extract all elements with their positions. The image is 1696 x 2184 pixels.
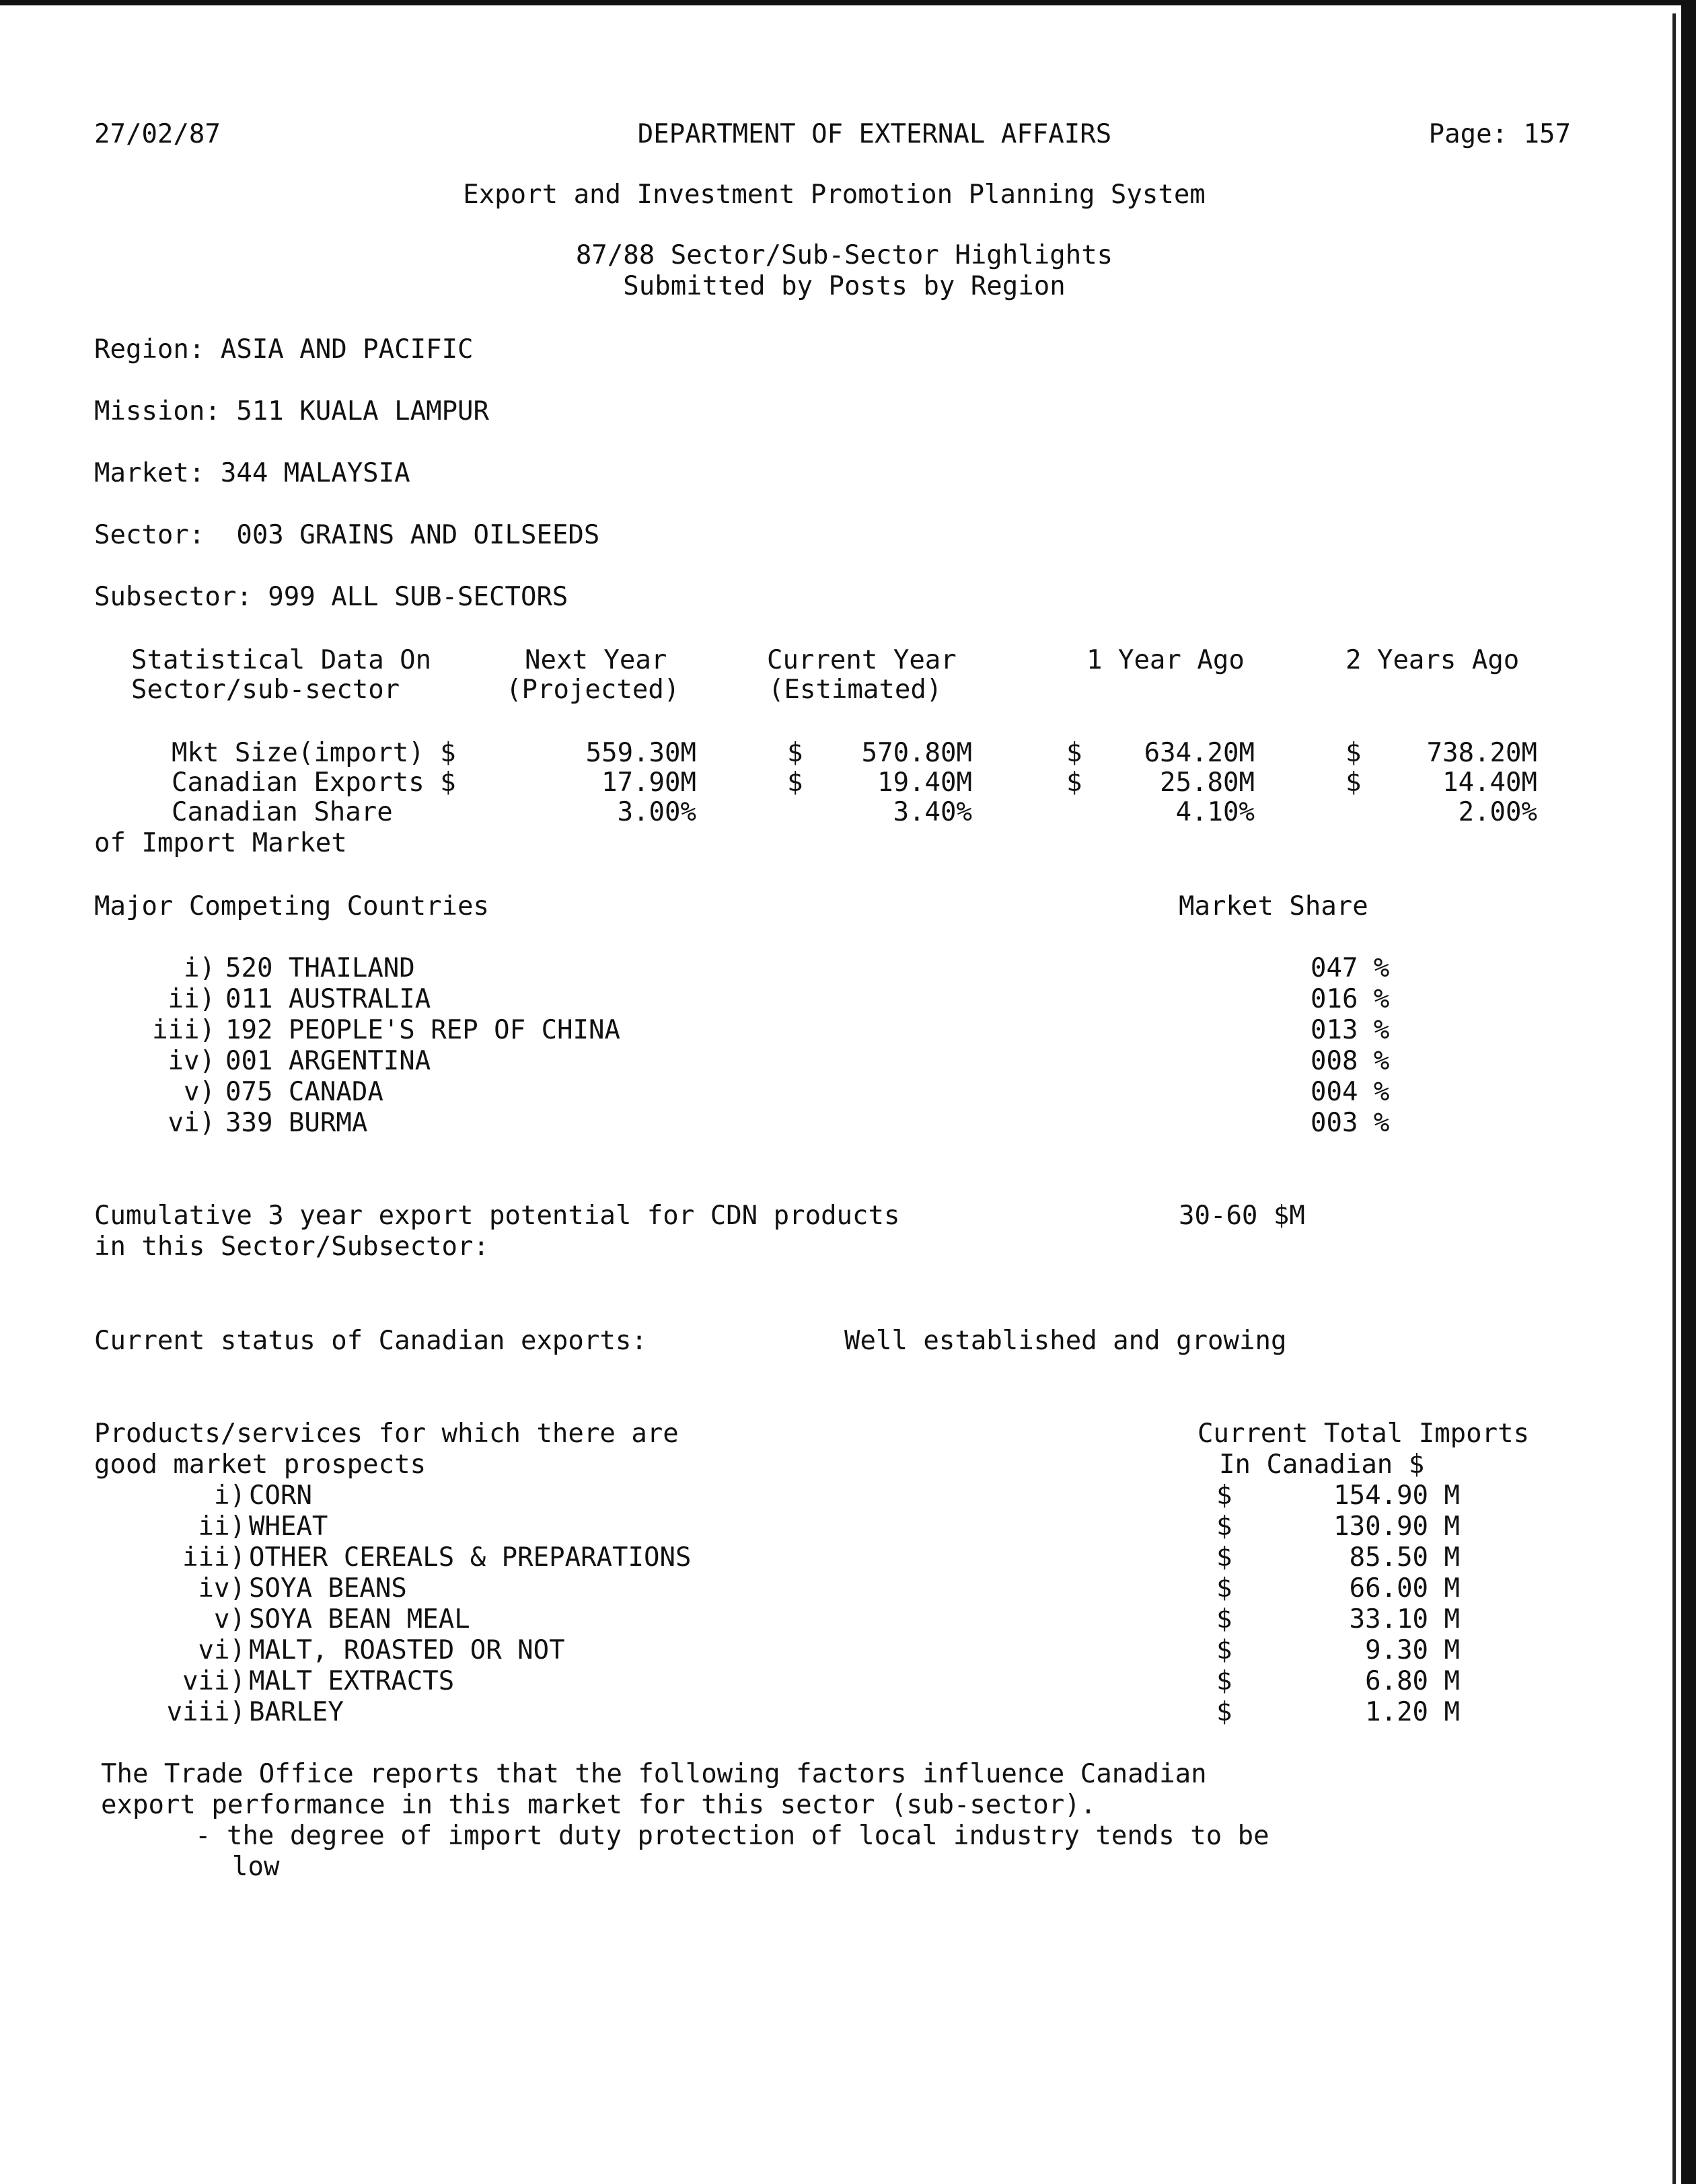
stats-cell: 2.00% xyxy=(1458,797,1537,827)
competitor-num: iii) xyxy=(152,1015,215,1045)
status-label: Current status of Canadian exports: xyxy=(94,1326,647,1356)
col-2-years-ago: 2 Years Ago xyxy=(1345,645,1520,675)
stats-cell: 570.80M xyxy=(861,738,972,768)
product-amount: 130.90 M xyxy=(1333,1511,1460,1542)
competitor-share: 047 % xyxy=(1311,953,1390,983)
col-next-year: Next Year xyxy=(525,645,667,675)
competitor-num: ii) xyxy=(168,984,215,1014)
product-name: SOYA BEANS xyxy=(249,1573,407,1604)
stats-cell: 14.40M xyxy=(1442,767,1537,798)
competitor-name: 339 BURMA xyxy=(225,1108,368,1138)
competitor-share: 016 % xyxy=(1311,984,1390,1014)
potential-value: 30-60 $M xyxy=(1179,1201,1305,1231)
stats-row-label: Mkt Size(import) $ xyxy=(172,738,456,768)
field-label: Subsector: xyxy=(94,582,252,612)
product-amount: 1.20 M xyxy=(1365,1697,1460,1727)
product-name: WHEAT xyxy=(249,1511,328,1542)
status-value: Well established and growing xyxy=(844,1326,1287,1356)
col-current-year: Current Year xyxy=(767,645,957,675)
currency-sign: $ xyxy=(1345,767,1362,798)
potential-line2: in this Sector/Subsector: xyxy=(94,1232,489,1262)
product-name: BARLEY xyxy=(249,1697,344,1727)
factors-line2: export performance in this market for this sector (sub-sector). xyxy=(101,1790,1097,1820)
field-label: Sector: xyxy=(94,520,205,550)
stats-cell: 3.40% xyxy=(893,797,972,827)
stats-row-label: Canadian Share xyxy=(172,797,393,827)
currency-sign: $ xyxy=(1216,1511,1232,1542)
market-share-header: Market Share xyxy=(1179,891,1368,921)
factors-line1: The Trade Office reports that the following factors influence Canadian xyxy=(101,1759,1207,1789)
competitors-title: Major Competing Countries xyxy=(94,891,489,921)
product-name: MALT, ROASTED OR NOT xyxy=(249,1635,565,1665)
product-amount: 85.50 M xyxy=(1349,1542,1460,1573)
competitor-name: 192 PEOPLE'S REP OF CHINA xyxy=(225,1015,620,1045)
product-amount: 33.10 M xyxy=(1349,1604,1460,1634)
stats-cell: 19.40M xyxy=(877,767,972,798)
competitor-num: i) xyxy=(184,953,215,983)
currency-sign: $ xyxy=(1066,738,1082,768)
competitor-name: 011 AUSTRALIA xyxy=(225,984,431,1014)
product-name: MALT EXTRACTS xyxy=(249,1666,455,1696)
stats-cell: 4.10% xyxy=(1175,797,1255,827)
product-amount: 154.90 M xyxy=(1333,1480,1460,1511)
competitor-name: 075 CANADA xyxy=(225,1077,383,1107)
currency-sign: $ xyxy=(1216,1666,1232,1696)
currency-sign: $ xyxy=(1216,1542,1232,1573)
currency-sign: $ xyxy=(1216,1573,1232,1604)
products-header-line2: good market prospects xyxy=(94,1449,427,1480)
report-subtitle: Submitted by Posts by Region xyxy=(623,271,1066,301)
competitor-num: vi) xyxy=(168,1108,215,1138)
competitor-num: v) xyxy=(184,1077,215,1107)
product-amount: 6.80 M xyxy=(1365,1666,1460,1696)
field-region xyxy=(94,336,474,363)
currency-sign: $ xyxy=(787,767,803,798)
potential-line1: Cumulative 3 year export potential for CDN products xyxy=(94,1201,900,1231)
product-amount: 9.30 M xyxy=(1365,1635,1460,1665)
currency-sign: $ xyxy=(1345,738,1362,768)
competitor-share: 008 % xyxy=(1311,1046,1390,1076)
field-value: 344 MALAYSIA xyxy=(220,458,410,488)
product-num: v) xyxy=(214,1604,246,1634)
stats-row-label: Canadian Exports $ xyxy=(172,767,456,798)
products-header-line1: Products/services for which there are xyxy=(94,1419,679,1449)
competitor-share: 003 % xyxy=(1311,1108,1390,1138)
stats-cell: 17.90M xyxy=(601,767,696,798)
competitor-name: 001 ARGENTINA xyxy=(225,1046,431,1076)
field-mission xyxy=(94,398,489,424)
stats-cell: 634.20M xyxy=(1144,738,1255,768)
stats-header-line2: Sector/sub-sector xyxy=(131,675,400,705)
stats-header-line1: Statistical Data On xyxy=(131,645,432,675)
stats-row-suffix: of Import Market xyxy=(94,828,347,858)
competitor-share: 004 % xyxy=(1311,1077,1390,1107)
col-next-year-sub: (Projected) xyxy=(506,675,680,705)
field-label: Region: xyxy=(94,334,205,365)
field-value: 511 KUALA LAMPUR xyxy=(236,396,490,426)
col-1-year-ago: 1 Year Ago xyxy=(1086,645,1245,675)
currency-sign: $ xyxy=(1216,1480,1232,1511)
scan-right-edge-line xyxy=(1672,13,1676,2184)
field-value: ASIA AND PACIFIC xyxy=(220,334,474,365)
scan-top-border xyxy=(0,0,1696,5)
imports-header-line1: Current Total Imports xyxy=(1197,1419,1530,1449)
competitor-share: 013 % xyxy=(1311,1015,1390,1045)
stats-cell: 738.20M xyxy=(1426,738,1537,768)
field-label: Market: xyxy=(94,458,205,488)
stats-cell: 559.30M xyxy=(585,738,696,768)
field-subsector xyxy=(94,584,568,610)
currency-sign: $ xyxy=(1066,767,1082,798)
page-number: Page: 157 xyxy=(1428,119,1571,149)
competitor-num: iv) xyxy=(168,1046,215,1076)
product-name: CORN xyxy=(249,1480,312,1511)
product-num: ii) xyxy=(198,1511,246,1542)
factors-bullet: - the degree of import duty protection of local industry tends to be xyxy=(195,1821,1269,1851)
currency-sign: $ xyxy=(1216,1635,1232,1665)
field-market xyxy=(94,460,410,486)
factors-bullet-cont: low xyxy=(232,1852,280,1882)
scan-right-border xyxy=(1681,0,1696,2184)
product-num: viii) xyxy=(166,1697,246,1727)
stats-cell: 3.00% xyxy=(617,797,696,827)
report-title: 87/88 Sector/Sub-Sector Highlights xyxy=(575,240,1113,270)
product-amount: 66.00 M xyxy=(1349,1573,1460,1604)
product-num: iv) xyxy=(198,1573,246,1604)
currency-sign: $ xyxy=(1216,1697,1232,1727)
col-current-year-sub: (Estimated) xyxy=(768,675,943,705)
product-name: OTHER CEREALS & PREPARATIONS xyxy=(249,1542,692,1573)
currency-sign: $ xyxy=(787,738,803,768)
field-sector xyxy=(94,522,599,548)
competitor-name: 520 THAILAND xyxy=(225,953,415,983)
field-value: 999 ALL SUB-SECTORS xyxy=(268,582,568,612)
department-name: DEPARTMENT OF EXTERNAL AFFAIRS xyxy=(637,119,1112,149)
field-value: 003 GRAINS AND OILSEEDS xyxy=(236,520,600,550)
product-num: vii) xyxy=(182,1666,246,1696)
product-num: iii) xyxy=(182,1542,246,1573)
stats-cell: 25.80M xyxy=(1160,767,1255,798)
currency-sign: $ xyxy=(1216,1604,1232,1634)
field-label: Mission: xyxy=(94,396,221,426)
product-num: i) xyxy=(214,1480,246,1511)
imports-header-line2: In Canadian $ xyxy=(1219,1449,1425,1480)
report-date: 27/02/87 xyxy=(94,119,221,149)
system-title: Export and Investment Promotion Planning System xyxy=(463,180,1206,210)
product-num: vi) xyxy=(198,1635,246,1665)
product-name: SOYA BEAN MEAL xyxy=(249,1604,470,1634)
